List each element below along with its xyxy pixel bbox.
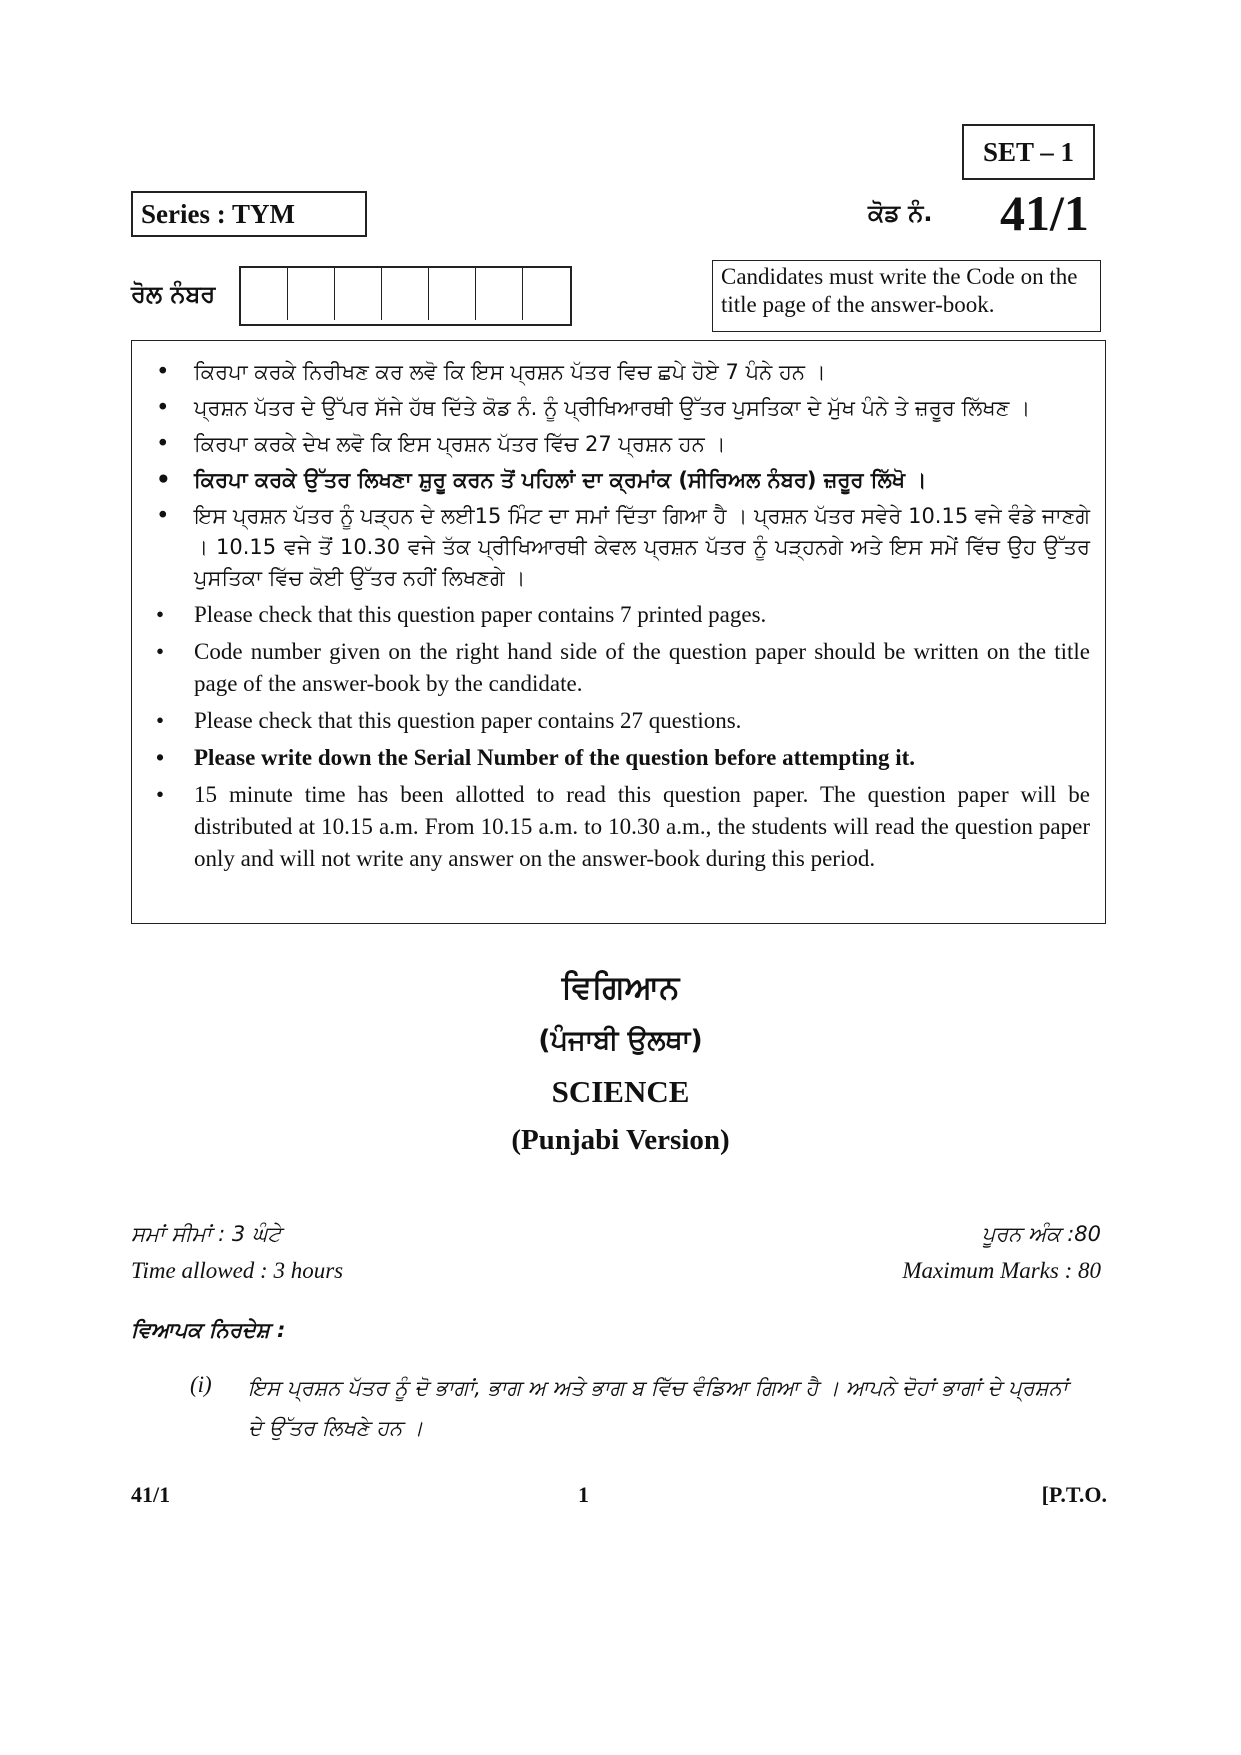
instruction-item: • ਪ੍ਰਸ਼ਨ ਪੱਤਰ ਦੇ ਉੱਪਰ ਸੱਜੇ ਹੱਥ ਦਿੱਤੇ ਕੋਡ ਨੰ. ਨੂੰ ਪ੍ਰੀਖਿਆਰਥੀ ਉੱਤਰ ਪੁਸਤਿਕਾ ਦੇ ਮੁੱਖ ਪੰਨੇ ਤੇ ਜ਼ਰੂਰ ਲਿੱਖਣ । xyxy=(132,393,1090,424)
footer-code: 41/1 xyxy=(131,1482,171,1507)
subject-title: SCIENCE xyxy=(551,1074,690,1109)
instruction-item: • Please check that this question paper contains 27 questions. xyxy=(132,705,1090,737)
instruction-item: • Please write down the Serial Number of the question before attempting it. xyxy=(132,742,1090,774)
instruction-item: • ਕਿਰਪਾ ਕਰਕੇ ਦੇਖ ਲਵੋ ਕਿ ਇਸ ਪ੍ਰਸ਼ਨ ਪੱਤਰ ਵਿੱਚ 27 ਪ੍ਰਸ਼ਨ ਹਨ । xyxy=(132,429,1090,460)
version-english: (Punjabi Version) xyxy=(511,1124,730,1156)
roll-number-cell[interactable] xyxy=(335,268,382,320)
series-label: Series : TYM xyxy=(141,198,295,229)
code-number: 41/1 xyxy=(1000,185,1089,241)
code-label: ਕੋਡ ਨੰ. xyxy=(868,199,933,227)
roll-number-cell[interactable] xyxy=(288,268,335,320)
series-box xyxy=(131,191,367,237)
max-marks: Maximum Marks : 80 xyxy=(902,1258,1101,1283)
time-allowed-punjabi: ਸਮਾਂ ਸੀਮਾਂ : 3 ਘੰਟੇ xyxy=(131,1222,282,1246)
general-instruction-number: (i) xyxy=(190,1372,212,1397)
roll-number-cell[interactable] xyxy=(382,268,429,320)
please-turn-over: [P.T.O. xyxy=(1041,1482,1107,1507)
instruction-item: • 15 minute time has been allotted to read this question paper. The question paper will be distributed at 10.15 a.m. From 10.15 a.m. to 10.30 a.m., the students will read the question paper only and will not write any answer on the answer-book during this period. xyxy=(132,779,1090,875)
instruction-item: • ਕਿਰਪਾ ਕਰਕੇ ਉੱਤਰ ਲਿਖਣਾ ਸ਼ੁਰੂ ਕਰਨ ਤੋਂ ਪਹਿਲਾਂ ਦਾ ਕ੍ਰਮਾਂਕ (ਸੀਰਿਅਲ ਨੰਬਰ) ਜ਼ਰੂਰ ਲਿੱਖੋ । xyxy=(132,465,1090,496)
roll-number-cell[interactable] xyxy=(429,268,476,320)
general-instructions-heading: ਵਿਆਪਕ ਨਿਰਦੇਸ਼ : xyxy=(131,1318,286,1342)
set-number: SET – 1 xyxy=(982,136,1075,167)
instruction-item: • Code number given on the right hand side of the question paper should be written on the title page of the answer-book by the candidate. xyxy=(132,636,1090,700)
candidate-note: Candidates must write the Code on the title page of the answer-book. xyxy=(721,264,1078,317)
roll-number-cell[interactable] xyxy=(523,268,570,320)
instructions-list xyxy=(132,357,1105,875)
roll-number-cell[interactable] xyxy=(476,268,523,320)
instruction-item: • ਇਸ ਪ੍ਰਸ਼ਨ ਪੱਤਰ ਨੂੰ ਪੜ੍ਹਨ ਦੇ ਲਈ15 ਮਿੰਟ ਦਾ ਸਮਾਂ ਦਿੱਤਾ ਗਿਆ ਹੈ । ਪ੍ਰਸ਼ਨ ਪੱਤਰ ਸਵੇਰੇ 10.15 ਵਜੇ ਵੰਡੇ ਜਾਣਗੇ । 10.15 ਵਜੇ ਤੋਂ 10.30 ਵਜੇ ਤੱਕ ਪ੍ਰੀਖਿਆਰਥੀ ਕੇਵਲ ਪ੍ਰਸ਼ਨ ਪੱਤਰ ਨੂੰ ਪੜ੍ਹਨਗੇ ਅਤੇ ਇਸ ਸਮੇਂ ਵਿੱਚ ਉਹ ਉੱਤਰ ਪੁਸਤਿਕਾ ਵਿੱਚ ਕੋਈ ਉੱਤਰ ਨਹੀਂ ਲਿਖਣਗੇ । xyxy=(132,501,1090,594)
candidate-note-box xyxy=(712,260,1101,332)
instruction-item: • Please check that this question paper contains 7 printed pages. xyxy=(132,599,1090,631)
instruction-item: • ਕਿਰਪਾ ਕਰਕੇ ਨਿਰੀਖਣ ਕਰ ਲਵੋ ਕਿ ਇਸ ਪ੍ਰਸ਼ਨ ਪੱਤਰ ਵਿਚ ਛਪੇ ਹੋਏ 7 ਪੰਨੇ ਹਨ । xyxy=(132,357,1090,388)
max-marks-punjabi: ਪੂਰਨ ਅੰਕ :80 xyxy=(981,1222,1101,1246)
roll-number-label: ਰੋਲ ਨੰਬਰ xyxy=(131,280,216,308)
roll-number-cell[interactable] xyxy=(241,268,288,320)
page-number: 1 xyxy=(578,1482,589,1507)
version-punjabi: (ਪੰਜਾਬੀ ਉਲਥਾ) xyxy=(538,1025,703,1056)
set-number-box xyxy=(962,124,1095,180)
instructions-box xyxy=(131,340,1106,924)
general-instruction-text: ਇਸ ਪ੍ਰਸ਼ਨ ਪੱਤਰ ਨੂੰ ਦੋ ਭਾਗਾਂ, ਭਾਗ ਅ ਅਤੇ ਭਾਗ ਬ ਵਿੱਚ ਵੰਡਿਆ ਗਿਆ ਹੈ । ਆਪਨੇ ਦੋਹਾਂ ਭਾਗਾਂ ਦੇ ਪ੍ਰਸ਼ਨਾਂ ਦੇ ਉੱਤਰ ਲਿਖਣੇ ਹਨ । xyxy=(248,1376,1068,1440)
roll-number-grid[interactable] xyxy=(239,266,572,326)
time-allowed: Time allowed : 3 hours xyxy=(131,1258,344,1283)
subject-title-punjabi: ਵਿਗਿਆਨ xyxy=(561,968,680,1006)
